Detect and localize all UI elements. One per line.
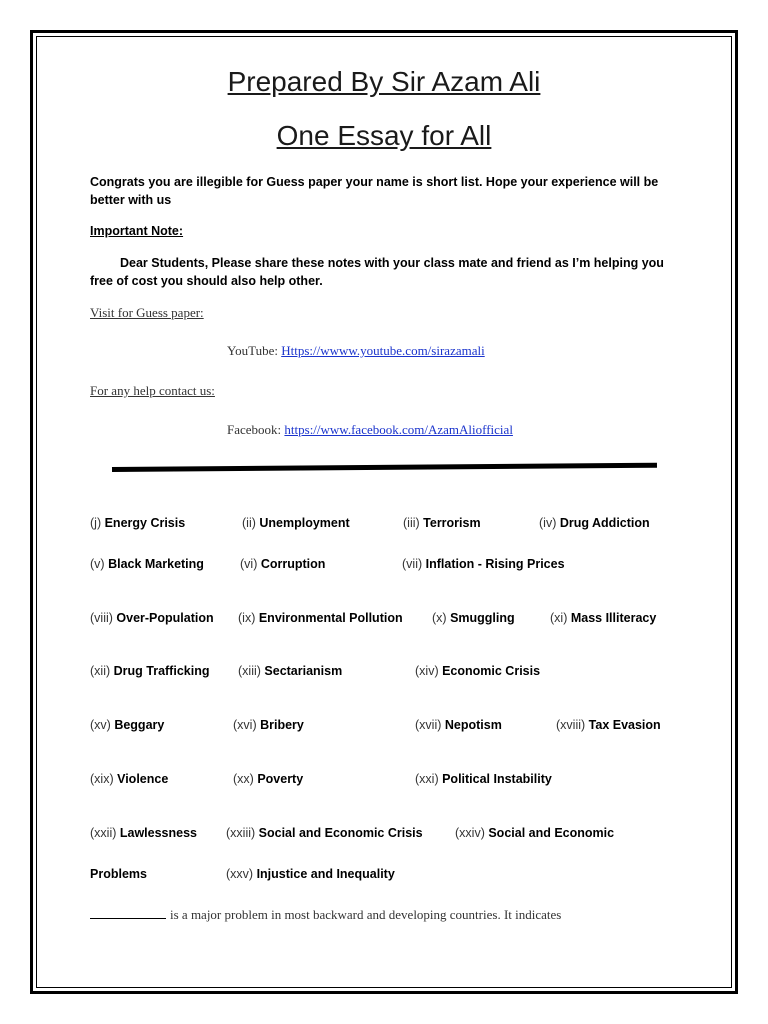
youtube-link[interactable]: Https://wwww.youtube.com/sirazamali xyxy=(281,343,485,358)
topic-item: (xi) Mass Illiteracy xyxy=(550,611,657,625)
topic-item: (xvi) Bribery xyxy=(233,718,304,732)
important-note-text: Dear Students, Please share these notes with your class mate and friend as I’m helping you free of cost you should also help other. xyxy=(90,256,664,288)
facebook-prefix: Facebook: xyxy=(227,422,282,437)
visit-label: Visit for Guess paper: xyxy=(90,305,204,320)
topic-item: (vi) Corruption xyxy=(240,557,326,571)
topic-item: (ix) Environmental Pollution xyxy=(238,611,403,625)
topic-item: (xiii) Sectarianism xyxy=(238,664,343,678)
help-label: For any help contact us: xyxy=(90,383,215,398)
topic-item: (xxii) Lawlessness xyxy=(90,826,198,840)
topic-item: (xxi) Political Instability xyxy=(415,772,552,786)
topic-item: (xv) Beggary xyxy=(90,718,165,732)
page-subtitle: One Essay for All xyxy=(276,120,492,151)
closing-text: is a major problem in most backward and developing countries. It indicates xyxy=(170,907,562,922)
important-note-label: Important Note: xyxy=(90,224,184,238)
youtube-line xyxy=(227,343,485,359)
topic-item: (ii) Unemployment xyxy=(242,516,350,530)
youtube-prefix: YouTube: xyxy=(227,343,278,358)
topic-item: Problems xyxy=(90,867,147,881)
topic-item: (xxiv) Social and Economic xyxy=(455,826,615,840)
topic-item: (j) Energy Crisis xyxy=(90,516,186,530)
page-title: Prepared By Sir Azam Ali xyxy=(227,66,541,97)
topic-item: (iv) Drug Addiction xyxy=(539,516,650,530)
topic-item: (xviii) Tax Evasion xyxy=(556,718,661,732)
topic-item: (xii) Drug Trafficking xyxy=(90,664,210,678)
facebook-line xyxy=(227,422,513,438)
blank-underline xyxy=(90,908,166,919)
topic-item: (vii) Inflation - Rising Prices xyxy=(402,557,565,571)
topic-item: (x) Smuggling xyxy=(432,611,515,625)
closing-sentence xyxy=(90,907,561,923)
topic-item: (viii) Over-Population xyxy=(90,611,214,625)
topic-item: (v) Black Marketing xyxy=(90,557,204,571)
topic-item: (xix) Violence xyxy=(90,772,169,786)
facebook-link[interactable]: https://www.facebook.com/AzamAliofficial xyxy=(284,422,513,437)
topic-item: (xxiii) Social and Economic Crisis xyxy=(226,826,423,840)
topic-item: (xiv) Economic Crisis xyxy=(415,664,541,678)
topic-item: (iii) Terrorism xyxy=(403,516,481,530)
topic-item: (xxv) Injustice and Inequality xyxy=(226,867,395,881)
congrats-text: Congrats you are illegible for Guess paper your name is short list. Hope your experience will be better with us xyxy=(90,175,659,207)
topic-item: (xx) Poverty xyxy=(233,772,304,786)
topic-item: (xvii) Nepotism xyxy=(415,718,502,732)
